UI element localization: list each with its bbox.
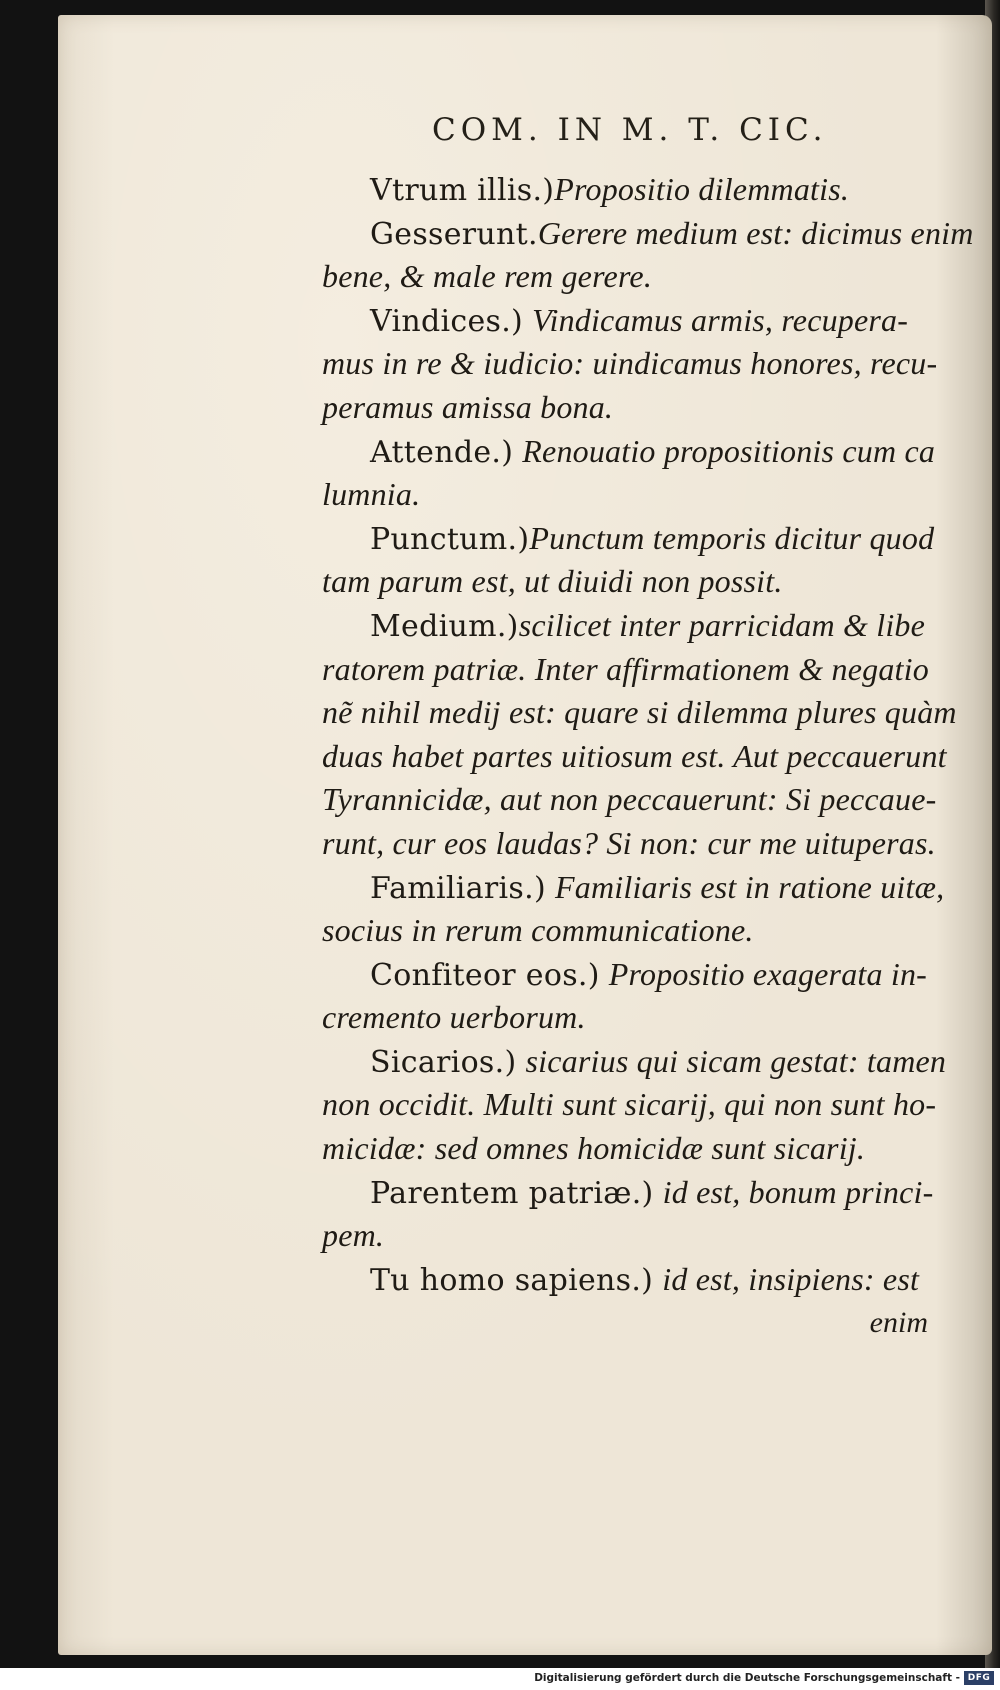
gloss: Punctum temporis dicitur quod <box>529 519 935 556</box>
text-line <box>322 1171 958 1215</box>
text-line <box>322 473 958 517</box>
text-line <box>322 1040 958 1084</box>
text-line <box>322 517 958 561</box>
text-line <box>322 1083 958 1127</box>
dfg-logo-icon: DFG <box>964 1671 994 1685</box>
gloss: non occidit. Multi sunt sicarij, qui non sunt ho- <box>322 1086 937 1123</box>
gloss: cremento uerborum. <box>322 999 586 1036</box>
text-line <box>322 604 958 648</box>
running-head: COM. IN M. T. CIC. <box>432 112 828 148</box>
gloss: id est, insipiens: est <box>662 1260 920 1297</box>
gloss: id est, bonum princi- <box>662 1173 934 1210</box>
gloss: nẽ nihil medij est: quare si dilemma plures quàm <box>322 694 957 731</box>
text-line <box>322 255 958 299</box>
gloss: pem. <box>322 1217 385 1254</box>
text-line <box>322 648 958 692</box>
gloss: peramus amissa bona. <box>322 388 614 425</box>
gloss: sicarius qui sicam gestat: tamen <box>525 1042 947 1079</box>
gloss: scilicet inter parricidam & libe <box>518 606 926 643</box>
lemma: Familiaris.) <box>370 870 546 906</box>
gloss: Propositio exagerata in- <box>608 955 928 992</box>
gloss: mus in re & iudicio: uindicamus honores, recu- <box>322 345 938 382</box>
lemma: Sicarios.) <box>370 1044 517 1080</box>
lemma: Parentem patriæ.) <box>370 1175 654 1211</box>
text-line <box>322 560 958 604</box>
gloss: ratorem patriæ. Inter affirmationem & negatio <box>322 650 929 687</box>
lemma: Attende.) <box>370 434 514 470</box>
text-line <box>322 168 958 212</box>
gloss: Renouatio propositionis cum ca <box>522 432 936 469</box>
lemma: Medium.) <box>370 608 519 644</box>
text-line <box>322 1127 958 1171</box>
text-line <box>322 778 958 822</box>
gloss: runt, cur eos laudas? Si non: cur me uituperas. <box>322 824 936 861</box>
gloss: lumnia. <box>322 476 421 513</box>
lemma: Gesserunt. <box>370 216 538 252</box>
lemma: Vtrum illis.) <box>370 173 555 208</box>
text-line <box>322 822 958 866</box>
text-line <box>322 430 958 474</box>
text-line <box>322 866 958 910</box>
text-line <box>322 1258 958 1302</box>
gloss: Vindicamus armis, recupera- <box>532 301 909 338</box>
text-line <box>322 691 958 735</box>
gloss: duas habet partes uitiosum est. Aut peccauerunt <box>322 737 947 774</box>
text-line <box>322 996 958 1040</box>
text-line <box>322 1214 958 1258</box>
gloss: Gerere medium est: dicimus enim <box>537 214 974 251</box>
text-line <box>322 212 974 256</box>
text-line <box>322 953 958 997</box>
text-line <box>322 386 958 430</box>
gloss: micidæ: sed omnes homicidæ sunt sicarij. <box>322 1130 866 1167</box>
commentary-text <box>322 168 974 1345</box>
gloss: Familiaris est in ratione uitæ, <box>555 868 945 905</box>
funding-credit: Digitalisierung gefördert durch die Deutsche Forschungsgemeinschaft - <box>534 1672 960 1684</box>
text-line <box>322 735 958 779</box>
text-line <box>322 909 958 953</box>
gloss: Propositio dilemmatis. <box>554 171 850 207</box>
gloss: socius in rerum communicatione. <box>322 912 754 949</box>
gloss: bene, & male rem gerere. <box>322 258 653 295</box>
lemma: Tu homo sapiens.) <box>370 1262 654 1298</box>
gloss: Tyrannicidæ, aut non peccauerunt: Si peccaue- <box>322 781 937 818</box>
lemma: Confiteor eos.) <box>370 957 600 993</box>
footer-bar <box>0 1668 1000 1690</box>
lemma: Punctum.) <box>370 521 530 557</box>
lemma: Vindices.) <box>370 303 524 339</box>
text-line <box>322 342 958 386</box>
gloss: tam parum est, ut diuidi non possit. <box>322 563 783 600</box>
catchword: enim <box>869 1306 928 1340</box>
text-line <box>322 299 958 343</box>
